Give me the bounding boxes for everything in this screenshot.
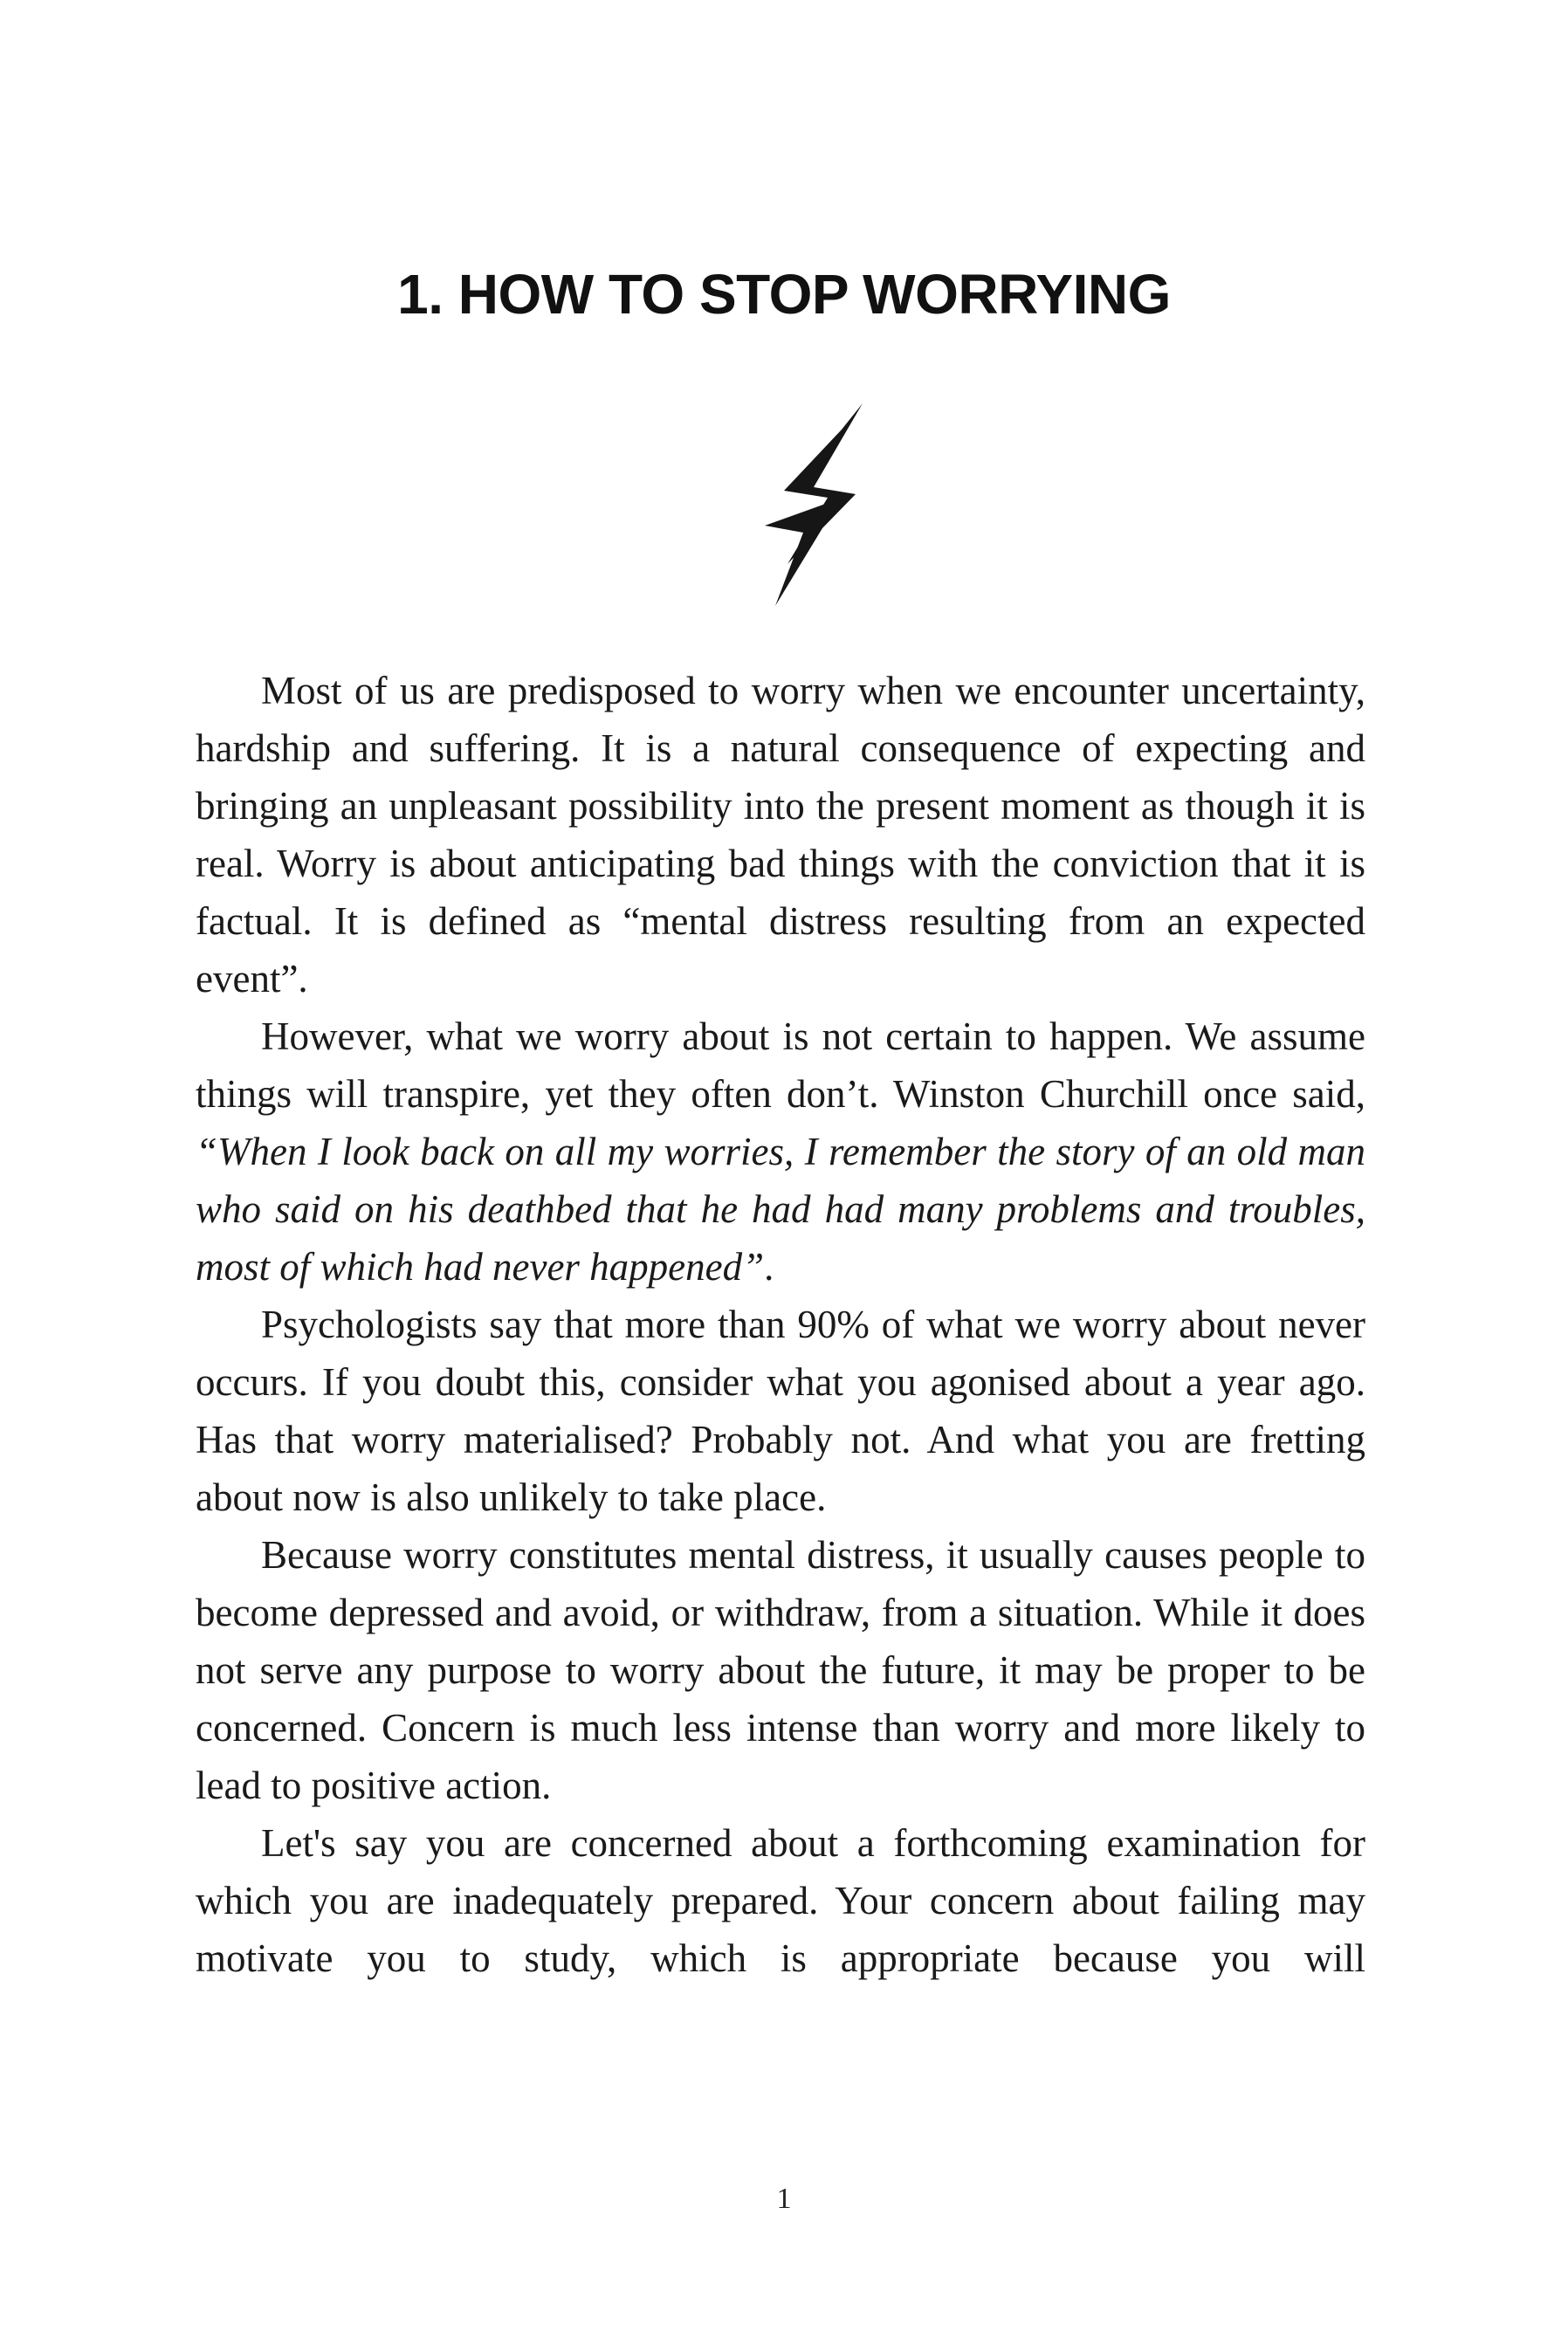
paragraph-2-end: . [764, 1245, 774, 1289]
page-number: 1 [776, 2183, 792, 2215]
lightning-bolt-icon [758, 403, 863, 606]
paragraph-2-intro: However, what we worry about is not certain to happen. We assume things will transpire, yet they often don’t. Winston Churchill once said, [196, 1014, 1365, 1116]
body-text [196, 662, 1365, 1987]
paragraph-4: Because worry constitutes mental distress, it usually causes people to become depressed and avoid, or withdraw, from a situation. While it does not serve any purpose to worry about the future, it may be proper to be concerned. Concern is much less intense than worry and more likely to lead to positive action. [196, 1533, 1365, 1807]
paragraph-3: Psychologists say that more than 90% of what we worry about never occurs. If you doubt this, consider what you agonised about a year ago. Has that worry materialised? Probably not. And what you are fretting about now is also unlikely to take place. [196, 1303, 1365, 1519]
paragraph-5: Let's say you are concerned about a forthcoming examination for which you are inadequately prepared. Your concern about failing may motivate you to study, which is appropriate because you will [196, 1821, 1365, 1980]
paragraph-1: Most of us are predisposed to worry when we encounter uncertainty, hardship and suffering. It is a natural consequence of expecting and bringing an unpleasant possibility into the present moment as though it is real. Worry is about anticipating bad things with the conviction that it is factual. It is defined as “mental distress resulting from an expected event”. [196, 669, 1365, 1001]
churchill-quote: “When I look back on all my worries, I remember the story of an old man who said on his deathbed that he had had many problems and troubles, most of which had never happened” [196, 1130, 1365, 1289]
paragraph-2 [196, 1008, 1365, 1296]
chapter-title: 1. HOW TO STOP WORRYING [397, 263, 1171, 326]
